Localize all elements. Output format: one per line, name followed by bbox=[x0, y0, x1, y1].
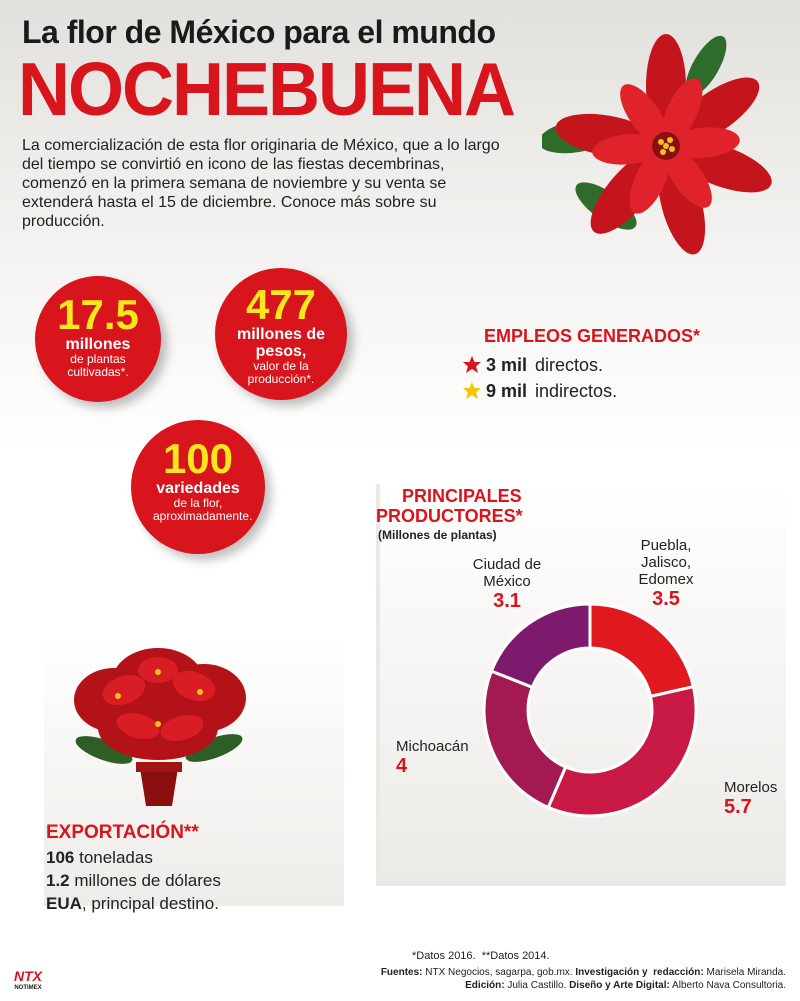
pie-label-michoacan-l1: Michoacán bbox=[396, 738, 469, 755]
pie-label-puebla bbox=[618, 537, 714, 610]
exportacion-list bbox=[46, 846, 221, 915]
subtitle: La flor de México para el mundo bbox=[22, 14, 496, 50]
pie-label-puebla-l2: Jalisco, bbox=[640, 554, 692, 571]
productores-note: (Millones de plantas) bbox=[378, 528, 497, 542]
stat-plants-value: 17.5 bbox=[57, 291, 139, 338]
empleo-directos-value: 3 mil bbox=[486, 354, 528, 375]
donut-slice-1 bbox=[548, 687, 696, 816]
empleo-indirectos-value: 9 mil bbox=[486, 380, 528, 401]
stat-varieties-value: 100 bbox=[162, 435, 234, 482]
stat-varieties-unit: variedades bbox=[156, 480, 240, 497]
donut-slice-2 bbox=[484, 671, 566, 807]
credits-line1 bbox=[381, 967, 786, 978]
pie-value-puebla: 3.5 bbox=[652, 588, 680, 610]
stat-pesos-unit: millones de pesos, bbox=[236, 326, 326, 360]
pie-label-cdmx-l2: México bbox=[483, 573, 531, 590]
donut-slice-3 bbox=[491, 604, 590, 687]
pie-label-cdmx-l1: Ciudad de bbox=[472, 556, 542, 573]
poinsettia-plant-icon bbox=[54, 640, 264, 810]
exportacion-item-destino bbox=[46, 892, 221, 915]
pie-label-morelos bbox=[724, 779, 784, 818]
pie-label-morelos-l1: Morelos bbox=[724, 779, 778, 796]
donut-slice-0 bbox=[590, 604, 693, 696]
donut-chart bbox=[470, 590, 710, 830]
productores-title-line2: PRODUCTORES* bbox=[376, 506, 523, 526]
intro-paragraph: La comercialización de esta flor originaria de México, que a lo largo del tiempo se convirtió en icono de las fiestas decembrinas, comenzó en la primera semana de noviembre y su venta se extenderá hasta el 15 de diciembre. Conoce más sobre su producción. bbox=[22, 137, 500, 230]
exportacion-dolares-text: millones de dólares bbox=[69, 871, 221, 890]
edicion-label: Edición: bbox=[465, 980, 505, 991]
stat-varieties-desc: de la flor, aproximadamente. bbox=[153, 496, 253, 523]
investigacion-label: Investigación y redacción: bbox=[575, 967, 704, 978]
diseno-label: Diseño y Arte Digital: bbox=[569, 980, 670, 991]
empleo-item-indirectos bbox=[462, 378, 742, 404]
stat-plants-unit: millones bbox=[65, 336, 131, 353]
investigacion-text: Marisela Miranda. bbox=[703, 967, 786, 978]
empleo-item-directos bbox=[462, 352, 742, 378]
pie-value-morelos: 5.7 bbox=[724, 796, 752, 818]
edicion-text: Julia Castillo. bbox=[504, 980, 570, 991]
fuentes-text: NTX Negocios, sagarpa, gob.mx. bbox=[422, 967, 576, 978]
star-red-icon bbox=[462, 355, 482, 375]
exportacion-dolares-value: 1.2 bbox=[46, 871, 70, 890]
ntx-logo bbox=[4, 968, 52, 996]
stat-plants-circle bbox=[35, 276, 161, 402]
pie-value-cdmx: 3.1 bbox=[493, 590, 521, 612]
datos-note: *Datos 2016. **Datos 2014. bbox=[412, 950, 550, 962]
exportacion-destino-text: , principal destino. bbox=[81, 894, 219, 913]
empleo-indirectos-label: indirectos. bbox=[535, 380, 618, 401]
pie-label-cdmx bbox=[462, 556, 552, 612]
stat-pesos-desc: valor de la producción*. bbox=[247, 359, 315, 386]
exportacion-toneladas-text: toneladas bbox=[74, 848, 153, 867]
pie-label-puebla-l3: Edomex bbox=[638, 571, 694, 588]
ntx-logo-text: NTX bbox=[14, 968, 42, 984]
poinsettia-icon bbox=[542, 30, 790, 262]
fuentes-label: Fuentes: bbox=[380, 967, 423, 978]
exportacion-item-toneladas bbox=[46, 846, 221, 869]
exportacion-destino-value: EUA bbox=[46, 894, 82, 913]
stat-pesos-circle bbox=[215, 268, 347, 400]
exportacion-item-dolares bbox=[46, 869, 221, 892]
empleos-title: EMPLEOS GENERADOS* bbox=[484, 326, 701, 346]
pie-label-puebla-l1: Puebla, bbox=[640, 537, 692, 554]
exportacion-toneladas-value: 106 bbox=[46, 848, 75, 867]
stat-plants-desc: de plantas cultivadas*. bbox=[67, 352, 129, 379]
diseno-text: Alberto Nava Consultoria. bbox=[669, 980, 786, 991]
ntx-logo-sub: NOTIMEX bbox=[14, 985, 42, 991]
empleo-directos-label: directos. bbox=[535, 354, 604, 375]
stat-pesos-value: 477 bbox=[245, 281, 317, 328]
pie-value-michoacan: 4 bbox=[396, 755, 408, 777]
page-title: NOCHEBUENA bbox=[18, 47, 515, 132]
stat-varieties-circle bbox=[131, 420, 265, 554]
credits-line2 bbox=[465, 980, 786, 991]
pie-label-michoacan bbox=[396, 738, 486, 777]
star-yellow-icon bbox=[462, 381, 482, 401]
productores-title-line1: PRINCIPALES bbox=[402, 486, 522, 506]
exportacion-title: EXPORTACIÓN** bbox=[46, 822, 199, 843]
empleos-list bbox=[462, 352, 742, 404]
